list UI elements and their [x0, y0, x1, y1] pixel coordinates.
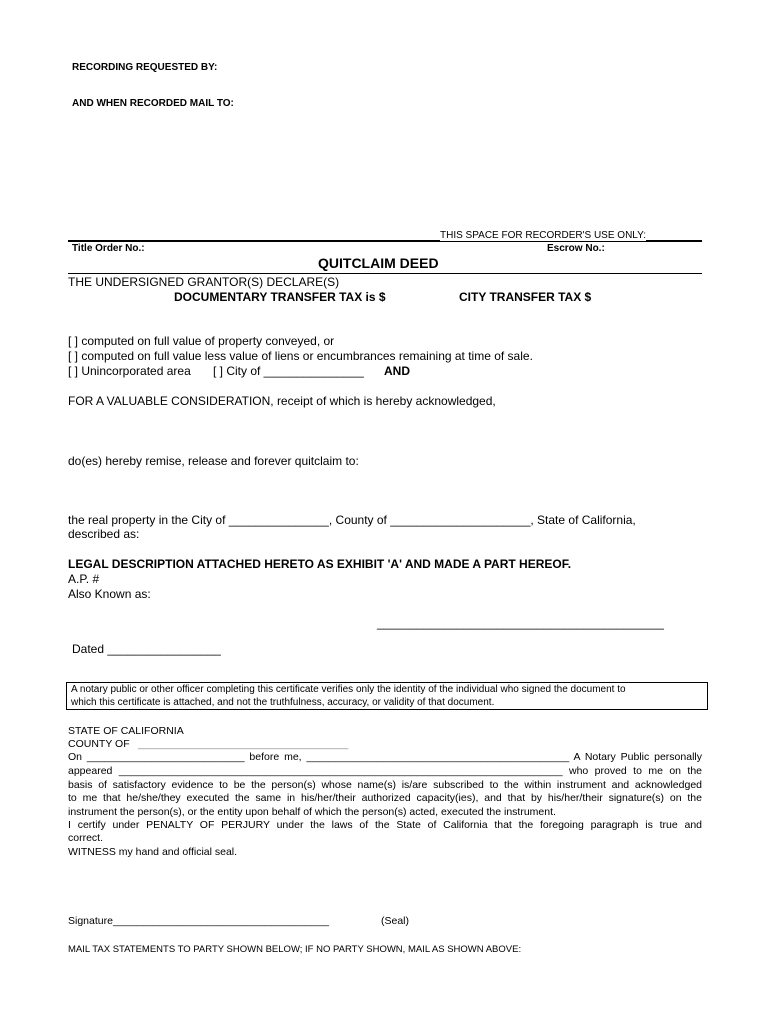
ack-line-5: instrument the person(s), or the entity upon behalf of which the person(s) acted, executed the instrument. [68, 806, 556, 818]
grantor-declare: THE UNDERSIGNED GRANTOR(S) DECLARE(S) [68, 275, 340, 289]
ack-line-6: I certify under PENALTY OF PERJURY under the laws of the State of California that the foregoing paragraph is true and [68, 819, 702, 831]
city-transfer-tax: CITY TRANSFER TAX $ [459, 290, 592, 304]
ack-line-8: WITNESS my hand and official seal. [68, 846, 238, 858]
property-line-2: described as: [68, 527, 140, 541]
legal-description: LEGAL DESCRIPTION ATTACHED HERETO AS EXHIBIT 'A' AND MADE A PART HEREOF. [68, 557, 572, 571]
ack-line-7: correct. [68, 832, 104, 844]
option-and: AND [384, 364, 410, 378]
dated-line: Dated _________________ [72, 642, 221, 656]
notary-notice-line-2: which this certificate is attached, and not the truthfulness, accuracy, or validity of that document. [71, 697, 495, 708]
header-divider [68, 241, 702, 242]
recorder-space-label: THIS SPACE FOR RECORDER'S USE ONLY: [440, 230, 647, 241]
notary-notice-line-1: A notary public or other officer completing this certificate verifies only the identity of the individual who signed the document to [71, 684, 626, 695]
title-order-label: Title Order No.: [72, 243, 145, 254]
title-divider [68, 273, 702, 274]
ack-appeared-line: appeared ____________________________________________________________________________ who proved to me on the [68, 765, 702, 777]
state-of-california: STATE OF CALIFORNIA [68, 725, 184, 737]
property-line-1: the real property in the City of _______________, County of _____________________, State of California, [68, 513, 636, 527]
consideration-text: FOR A VALUABLE CONSIDERATION, receipt of which is hereby acknowledged, [68, 394, 496, 408]
grantor-signature-line: ___________________________________________ [377, 616, 664, 630]
recording-requested-by: RECORDING REQUESTED BY: [72, 62, 218, 73]
option-computed-full: [ ] computed on full value of property conveyed, or [68, 334, 335, 348]
ack-line-3: basis of satisfactory evidence to be the person(s) whose name(s) is/are subscribed to the within instrument and acknowledged [68, 779, 702, 791]
ack-line-4: to me that he/she/they executed the same in his/her/their authorized capacity(ies), and that by his/her/their signature(s) on the [68, 792, 702, 804]
documentary-transfer-tax: DOCUMENTARY TRANSFER TAX is $ [174, 290, 386, 304]
option-unincorporated: [ ] Unincorporated area [68, 364, 191, 378]
escrow-label: Escrow No.: [547, 243, 605, 254]
when-recorded-mail-to: AND WHEN RECORDED MAIL TO: [72, 98, 234, 109]
document-title: QUITCLAIM DEED [318, 255, 439, 271]
remise-text: do(es) hereby remise, release and forever quitclaim to: [68, 454, 359, 468]
option-city-of: [ ] City of _______________ [213, 364, 364, 378]
county-of-label: COUNTY OF [68, 738, 130, 750]
notary-notice-box [66, 682, 708, 710]
mail-tax-statements: MAIL TAX STATEMENTS TO PARTY SHOWN BELOW; IF NO PARTY SHOWN, MAIL AS SHOWN ABOVE: [68, 944, 522, 955]
county-of-blank: ____________________________________ [138, 738, 349, 750]
ack-on-line: On ___________________________ before me, _____________________________________________ A Notary Public personally [68, 751, 702, 763]
notary-signature-line: Signature_____________________________________ [68, 915, 330, 927]
also-known-as: Also Known as: [68, 587, 151, 601]
option-computed-less: [ ] computed on full value less value of liens or encumbrances remaining at time of sale. [68, 349, 533, 363]
ap-number: A.P. # [68, 572, 100, 586]
seal-label: (Seal) [381, 915, 410, 927]
